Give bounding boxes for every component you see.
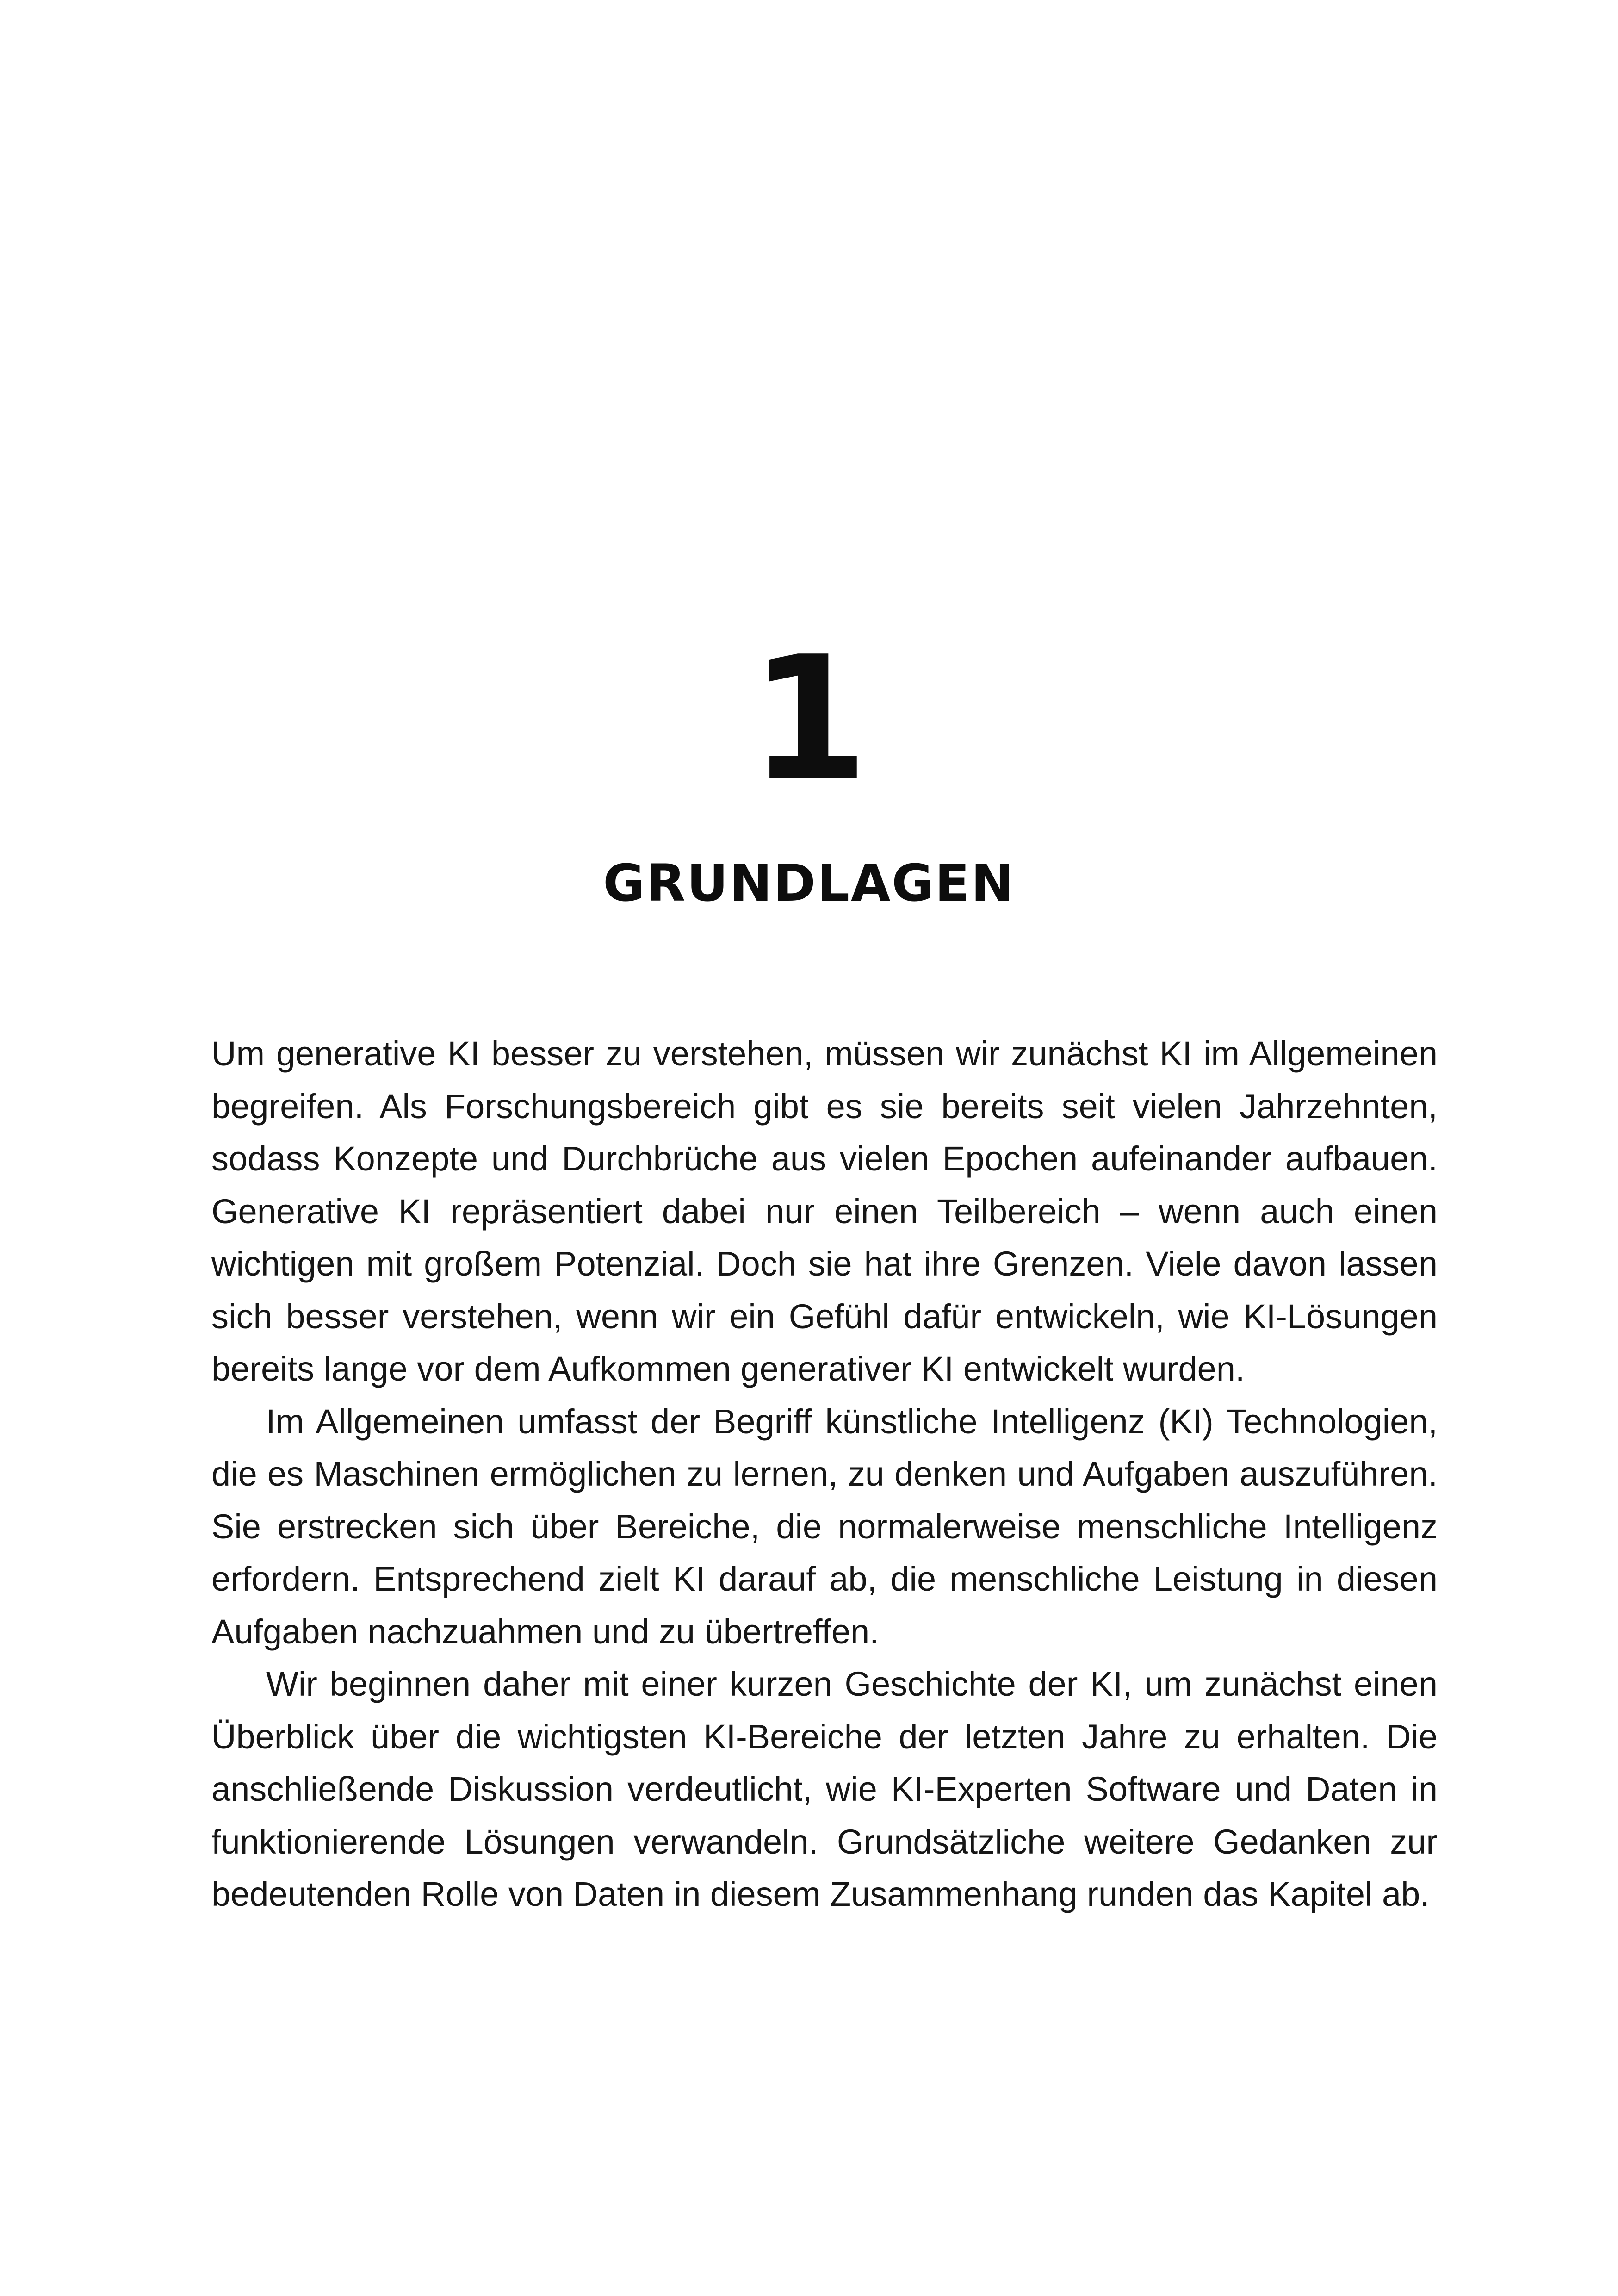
- chapter-body: [211, 1027, 1438, 1921]
- chapter-number: 1: [749, 620, 869, 819]
- chapter-title: GRUNDLAGEN: [603, 853, 1015, 913]
- paragraph-intro: Um generative KI besser zu verstehen, müssen wir zunächst KI im Allgemeinen begreifen. Als Forschungsbereich gibt es sie bereits seit vielen Jahrzehnten, sodass Konzepte und Durchbrüche aus vielen Epochen aufeinander aufbauen. Generative KI repräsentiert dabei nur einen Teilbereich – wenn auch einen wichtigen mit großem Potenzial. Doch sie hat ihre Grenzen. Viele davon lassen sich besser verstehen, wenn wir ein Gefühl dafür entwickeln, wie KI-Lösungen bereits lange vor dem Aufkommen generativer KI entwickelt wurden.: [211, 1034, 1438, 1388]
- paragraph-outline: Wir beginnen daher mit einer kurzen Geschichte der KI, um zunächst einen Überblick über die wichtigsten KI-Bereiche der letzten Jahre zu erhalten. Die anschließende Diskussion verdeutlicht, wie KI-Experten Software und Daten in funktionierende Lösungen verwandeln. Grundsätzliche weitere Gedanken zur bedeutenden Rolle von Daten in diesem Zusammenhang runden das Kapitel ab.: [211, 1665, 1438, 1913]
- paragraph-definition: Im Allgemeinen umfasst der Begriff künstliche Intelligenz (KI) Technologien, die es Maschinen ermöglichen zu lernen, zu denken und Aufgaben auszuführen. Sie erstrecken sich über Bereiche, die normalerweise menschliche Intelligenz erfordern. Entsprechend zielt KI darauf ab, die menschliche Leistung in diesen Aufgaben nachzuahmen und zu übertreffen.: [211, 1402, 1438, 1651]
